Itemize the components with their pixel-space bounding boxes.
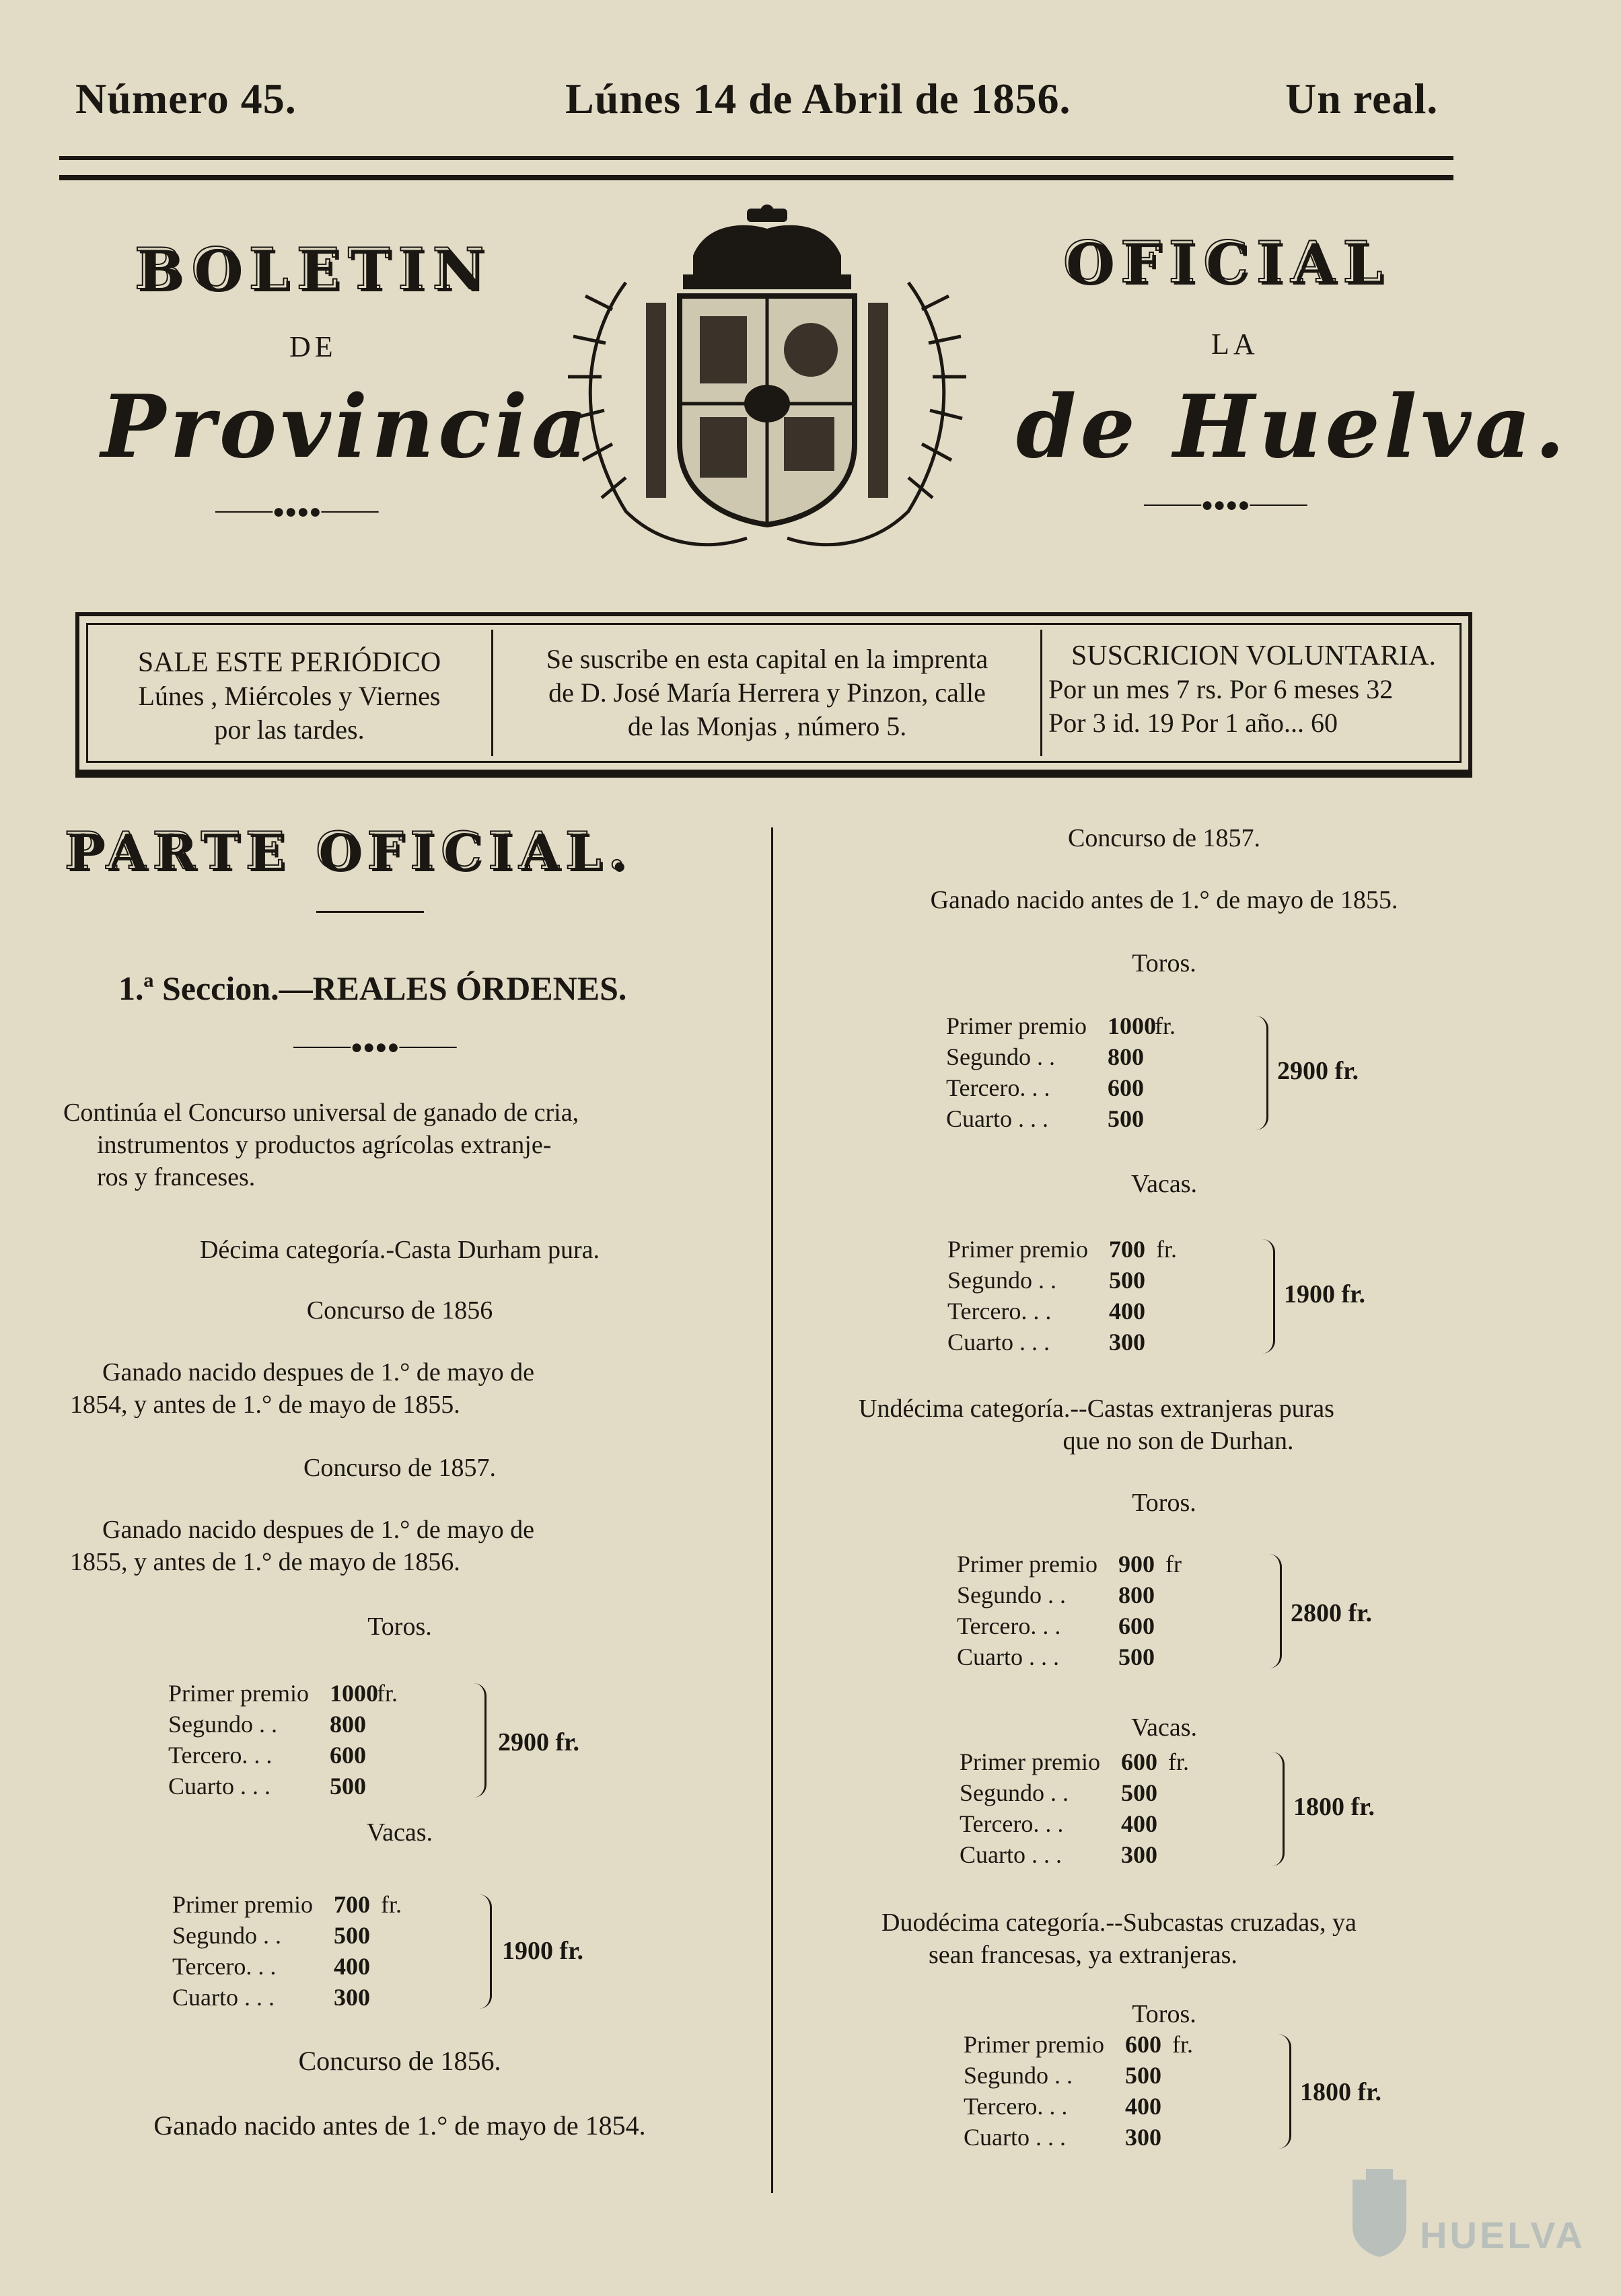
prize-table (168, 1678, 404, 1802)
concurso-1857-b: Concurso de 1857. (1067, 824, 1261, 852)
info-divider-2 (1040, 630, 1042, 756)
title-provincia: Provincia (101, 377, 591, 478)
prize-row (172, 1889, 408, 1920)
prize-total: 2900 fr. (1277, 1057, 1359, 1085)
prize-amount: 400 (1121, 1810, 1157, 1837)
prize-label: Cuarto . . . (168, 1773, 271, 1800)
prize-total: 2800 fr. (1291, 1599, 1373, 1627)
concurso-1856-b: Concurso de 1856. (298, 2046, 501, 2076)
prize-row (957, 1610, 1192, 1641)
prize-label: Tercero. . . (947, 1298, 1052, 1325)
brace (479, 1894, 492, 2009)
category-11-line2: que no son de Durhan. (1062, 1427, 1294, 1455)
prize-amount: 900 (1118, 1551, 1155, 1578)
prize-row (960, 1839, 1195, 1870)
title-boletin: BOLETIN (135, 235, 493, 302)
prize-amount: 1000 (1108, 1012, 1156, 1039)
prize-table (964, 2029, 1199, 2153)
prize-label: Primer premio (964, 2031, 1104, 2058)
prize-amount: 600 (1108, 1074, 1144, 1101)
watermark-text: HUELVA (1420, 2214, 1585, 2256)
prize-unit: fr. (1168, 1748, 1189, 1775)
prize-amount: 1000 (330, 1680, 378, 1707)
prize-row (172, 1920, 408, 1951)
prize-label: Segundo . . (946, 1043, 1055, 1070)
info-col1-line3: por las tardes. (214, 714, 365, 745)
prize-total: 2900 fr. (498, 1728, 580, 1756)
prize-amount: 500 (334, 1922, 370, 1949)
brace (1256, 1016, 1268, 1130)
coat-of-arms-icon (545, 202, 989, 565)
top-rule (59, 175, 1453, 180)
prize-label: Segundo . . (964, 2062, 1073, 2089)
prize-table (960, 1746, 1195, 1870)
info-col2-line3: de las Monjas , número 5. (627, 711, 907, 741)
prize-row (964, 2122, 1199, 2153)
prize-label: Tercero. . . (172, 1953, 277, 1980)
issue-date: Lúnes 14 de Abril de 1856. (565, 75, 1071, 122)
info-col1 (94, 646, 484, 747)
brace (1272, 1752, 1285, 1866)
prize-row (957, 1641, 1192, 1672)
prize-row (964, 2029, 1199, 2060)
prize-row (168, 1678, 404, 1709)
info-col1-line2: Lúnes , Miércoles y Viernes (138, 681, 441, 711)
info-divider-1 (491, 630, 493, 756)
prize-label: Segundo . . (947, 1267, 1056, 1294)
ganado-3: Ganado nacido antes de 1.° de mayo de 1854. (153, 2110, 646, 2141)
shield-icon (1346, 2166, 1413, 2260)
prize-label: Cuarto . . . (957, 1643, 1059, 1670)
prize-label: Tercero. . . (960, 1810, 1064, 1837)
issue-price: Un real. (1285, 75, 1439, 122)
prize-amount: 300 (1125, 2124, 1161, 2151)
prize-label: Tercero. . . (964, 2093, 1068, 2120)
intro-line3: ros y franceses. (97, 1163, 256, 1191)
intro-line1: Continúa el Concurso universal de ganado de cria, (63, 1099, 579, 1127)
prize-label: Segundo . . (172, 1922, 281, 1949)
prize-label: Tercero. . . (946, 1074, 1050, 1101)
prize-amount: 700 (1109, 1236, 1145, 1263)
parte-oficial-heading: PARTE OFICIAL. (65, 821, 633, 881)
prize-amount: 800 (1108, 1043, 1144, 1070)
info-col2 (501, 642, 1033, 743)
prize-row (964, 2091, 1199, 2122)
ganado-1 (70, 1356, 709, 1421)
parte-rule (316, 911, 424, 913)
prize-row (960, 1746, 1195, 1777)
concurso-1857-a: Concurso de 1857. (303, 1454, 497, 1482)
prize-amount: 400 (1125, 2093, 1161, 2120)
info-col3-title: SUSCRICION VOLUNTARIA. (1071, 640, 1436, 671)
prize-row (946, 1072, 1182, 1103)
seccion-heading: 1.ª Seccion.—REALES ÓRDENES. (118, 969, 627, 1007)
prize-table (172, 1889, 408, 2013)
prize-label: Primer premio (960, 1748, 1100, 1775)
ganado-r1: Ganado nacido antes de 1.° de mayo de 1855. (930, 886, 1398, 914)
prize-unit: fr. (1156, 1236, 1177, 1263)
prize-row (947, 1296, 1183, 1327)
ganado-1-line1: Ganado nacido despues de 1.° de mayo de (102, 1358, 534, 1386)
info-col2-line1: Se suscribe en esta capital en la imprenta (546, 644, 988, 674)
prize-row (946, 1041, 1182, 1072)
prize-amount: 300 (334, 1984, 370, 2011)
column-divider (771, 827, 773, 2193)
toros-label-l1: Toros. (367, 1613, 432, 1641)
prize-row (960, 1777, 1195, 1808)
ganado-2-line2: 1855, y antes de 1.° de mayo de 1856. (70, 1548, 460, 1576)
prize-amount: 300 (1109, 1329, 1145, 1356)
prize-amount: 500 (1108, 1105, 1144, 1132)
prize-amount: 700 (334, 1891, 370, 1918)
prize-row (172, 1951, 408, 1982)
prize-amount: 500 (1118, 1643, 1155, 1670)
prize-row (947, 1265, 1183, 1296)
prize-label: Segundo . . (168, 1711, 277, 1738)
prize-label: Primer premio (946, 1012, 1087, 1039)
info-col1-title: SALE ESTE PERIÓDICO (137, 647, 441, 678)
watermark-logo (1346, 2166, 1585, 2267)
prize-amount: 400 (1109, 1298, 1145, 1325)
prize-amount: 300 (1121, 1841, 1157, 1868)
prize-row (168, 1740, 404, 1771)
flourish-right: ────●●●●──── (1144, 494, 1307, 516)
prize-total: 1800 fr. (1293, 1793, 1375, 1821)
prize-label: Primer premio (947, 1236, 1088, 1263)
prize-row (172, 1982, 408, 2013)
prize-total: 1900 fr. (502, 1937, 584, 1965)
prize-label: Primer premio (168, 1680, 309, 1707)
vacas-label-r1: Vacas. (1130, 1170, 1198, 1198)
flourish-left: ────●●●●──── (215, 501, 379, 523)
prize-row (957, 1549, 1192, 1580)
prize-row (947, 1234, 1183, 1265)
prize-amount: 500 (1121, 1779, 1157, 1806)
prize-row (960, 1808, 1195, 1839)
category-11 (859, 1393, 1498, 1457)
prize-unit: fr. (381, 1891, 402, 1918)
category-12 (881, 1906, 1501, 1971)
top-rule-thick (59, 156, 1453, 160)
intro-line2: instrumentos y productos agrícolas extranje- (97, 1131, 552, 1159)
prize-amount: 600 (330, 1742, 366, 1769)
prize-amount: 800 (330, 1711, 366, 1738)
info-col3-line2: Por un mes 7 rs. Por 6 meses 32 (1048, 674, 1394, 704)
issue-number: Número 45. (75, 75, 297, 122)
brace (1269, 1554, 1282, 1668)
info-box-rule (75, 774, 1472, 778)
prize-amount: 500 (330, 1773, 366, 1800)
prize-label: Cuarto . . . (964, 2124, 1066, 2151)
prize-row (964, 2060, 1199, 2091)
prize-label: Cuarto . . . (947, 1329, 1050, 1356)
info-col3-line3: Por 3 id. 19 Por 1 año... 60 (1048, 708, 1338, 738)
toros-label-r3: Toros. (1132, 2000, 1196, 2028)
info-col3 (1048, 639, 1459, 740)
vacas-label-r2: Vacas. (1130, 1713, 1198, 1742)
prize-unit: fr (1165, 1551, 1182, 1578)
category-10: Décima categoría.-Casta Durham pura. (199, 1236, 600, 1264)
brace (1262, 1239, 1275, 1354)
prize-unit: fr. (377, 1680, 398, 1707)
brace (474, 1683, 487, 1798)
ganado-2 (70, 1514, 709, 1578)
prize-label: Segundo . . (957, 1582, 1066, 1608)
title-de-huelva: de Huelva. (1016, 377, 1569, 478)
prize-label: Segundo . . (960, 1779, 1069, 1806)
category-12-line2: sean francesas, ya extranjeras. (929, 1941, 1237, 1969)
title-la: LA (1211, 328, 1259, 361)
prize-label: Tercero. . . (957, 1613, 1061, 1639)
info-col2-line2: de D. José María Herrera y Pinzon, calle (548, 677, 986, 708)
concurso-1856-a: Concurso de 1856 (306, 1296, 493, 1325)
prize-label: Tercero. . . (168, 1742, 273, 1769)
prize-table (946, 1010, 1182, 1134)
prize-row (168, 1709, 404, 1740)
ganado-1-line2: 1854, y antes de 1.° de mayo de 1855. (70, 1391, 460, 1419)
prize-amount: 600 (1121, 1748, 1157, 1775)
prize-row (947, 1327, 1183, 1358)
seccion-flourish: ────●●●●──── (293, 1036, 457, 1058)
prize-total: 1900 fr. (1284, 1280, 1366, 1308)
prize-row (168, 1771, 404, 1802)
prize-amount: 500 (1125, 2062, 1161, 2089)
prize-amount: 600 (1125, 2031, 1161, 2058)
intro-paragraph (63, 1097, 736, 1193)
prize-unit: fr. (1172, 2031, 1193, 2058)
category-12-line1: Duodécima categoría.--Subcastas cruzadas, ya (881, 1909, 1357, 1937)
prize-label: Cuarto . . . (960, 1841, 1062, 1868)
prize-row (946, 1103, 1182, 1134)
ganado-2-line1: Ganado nacido despues de 1.° de mayo de (102, 1516, 534, 1544)
toros-label-r2: Toros. (1132, 1489, 1196, 1517)
prize-row (946, 1010, 1182, 1041)
prize-amount: 600 (1118, 1613, 1155, 1639)
prize-table (957, 1549, 1192, 1672)
prize-label: Cuarto . . . (946, 1105, 1048, 1132)
prize-amount: 800 (1118, 1582, 1155, 1608)
toros-label-r1: Toros. (1132, 949, 1196, 977)
prize-amount: 400 (334, 1953, 370, 1980)
prize-label: Cuarto . . . (172, 1984, 275, 2011)
prize-amount: 500 (1109, 1267, 1145, 1294)
prize-label: Primer premio (172, 1891, 313, 1918)
prize-label: Primer premio (957, 1551, 1097, 1578)
prize-total: 1800 fr. (1300, 2078, 1382, 2106)
vacas-label-l1: Vacas. (366, 1818, 433, 1847)
prize-table (947, 1234, 1183, 1358)
prize-row (957, 1580, 1192, 1610)
prize-unit: fr. (1155, 1012, 1176, 1039)
category-11-line1: Undécima categoría.--Castas extranjeras puras (859, 1395, 1334, 1423)
title-oficial: OFICIAL (1063, 229, 1391, 295)
brace (1278, 2034, 1291, 2149)
title-de: DE (289, 330, 337, 363)
